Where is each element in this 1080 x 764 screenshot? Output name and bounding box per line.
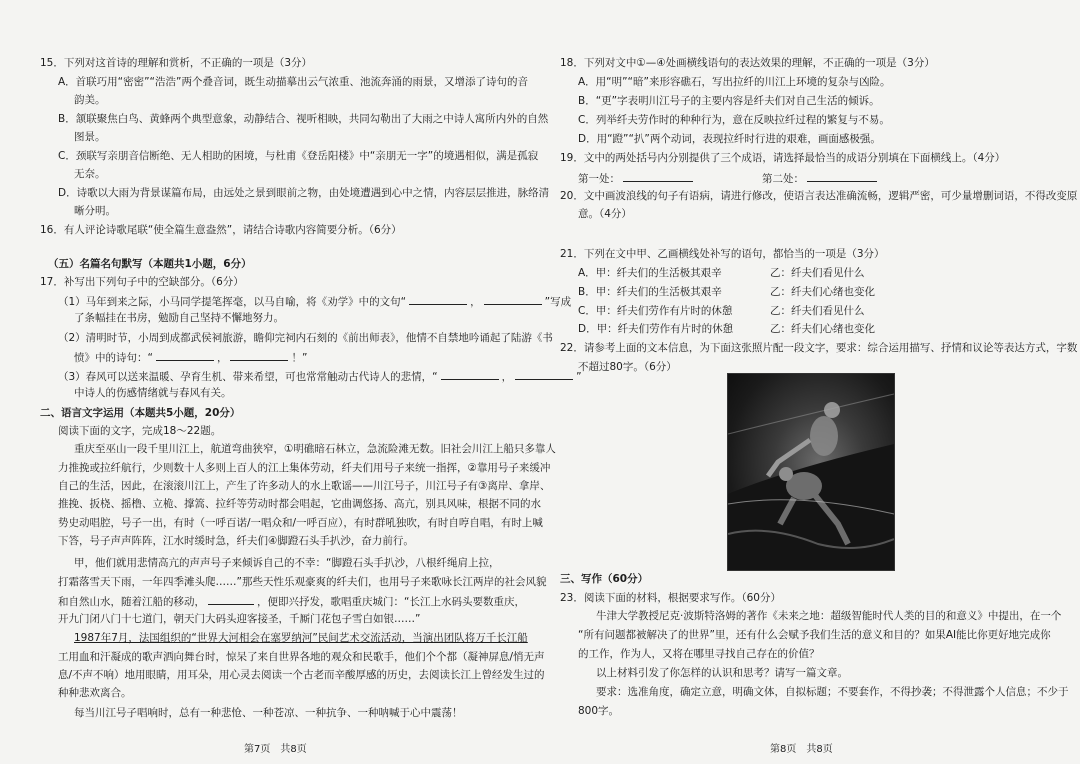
q15-option-a-cont: 韵美。 <box>74 94 106 106</box>
part-3-heading: 三、写作（60分） <box>560 573 649 585</box>
page-8 <box>540 0 1080 764</box>
q23-material: 的工作，作为人，又将在哪里寻找自己存在的价值？ <box>578 648 820 660</box>
q15-option-b: B．颔联聚焦白鸟、黄蜂两个典型意象，动静结合、视听相映，共同勾勒出了大雨之中诗人寓所内外的自然 <box>58 113 549 125</box>
passage-line: 息/不声不响）地用眼睛，用耳朵，用心灵去阅读一个古老而辛酸厚感的历史，去阅读长江上曾经发生过的 <box>58 669 545 681</box>
q20-cont: 意。（4分） <box>578 208 632 220</box>
q23-material: “所有问题都被解决了的世界”里，还有什么会赋予我们生活的意义和目的？如果AI能比你更好地完成你 <box>578 629 1051 641</box>
passage-line: 力推挽或拉纤航行，少则数十人多则上百人的江上集体劳动，纤夫们用号子来统一指挥，②靠用号子来缓冲 <box>58 462 551 474</box>
q17-stem: 17．补写出下列句子中的空缺部分。（6分） <box>40 276 244 288</box>
q15-stem: 15．下列对这首诗的理解和赏析，不正确的一项是（3分） <box>40 57 313 69</box>
q16: 16．有人评论诗歌尾联“使全篇生意盎然”，请结合诗歌内容简要分析。（6分） <box>40 224 402 236</box>
q15-option-c-cont: 无奈。 <box>74 168 106 180</box>
q18-option-d: D．用“蹬”“扒”两个动词，表现拉纤时行进的艰难，画面感极强。 <box>578 133 881 145</box>
q18-option-a: A．用“明”“暗”来形容礁石，写出拉纤的川江上环境的复杂与凶险。 <box>578 76 891 88</box>
passage-line: 势史动唱腔，号子一出，有时（一呼百诺/一唱众和/一呼百应），有时群吼独吹，有时自哼自唱，有时上喊 <box>58 517 543 529</box>
passage-line: 和自然山水，随着江船的移动， ，便即兴抒发，歌唱重庆城门：“长江上水码头要数重庆， <box>58 593 525 609</box>
q23-requirements-cont: 800字。 <box>578 705 620 717</box>
tracker-photo <box>727 373 895 571</box>
reading-intro: 阅读下面的文字，完成18～22题。 <box>58 425 222 437</box>
q15-option-a: A．首联巧用“密密”“浩浩”两个叠音词，既生动描摹出云气浓重、池流奔涌的雨景，又增添了诗句的音 <box>58 76 528 88</box>
q20: 20．文中画波浪线的句子有语病，请进行修改，使语言表达准确流畅，逻辑严密，可少量增删词语，不得改变原 <box>560 190 1078 202</box>
passage-line: 推挽、扳桡、摇橹、立桅、撑篙、拉纤等劳动时都会唱起，它曲调悠扬、高亢，别具风味，根据不同的水 <box>58 498 541 510</box>
q15-option-d-cont: 晰分明。 <box>74 205 116 217</box>
q21-stem: 21．下列在文中甲、乙画横线处补写的语句，都恰当的一项是（3分） <box>560 248 885 260</box>
q18-stem: 18．下列对文中①—④处画横线语句的表达效果的理解，不正确的一项是（3分） <box>560 57 935 69</box>
page-number: 第7页 共8页 <box>244 744 307 755</box>
passage-line: 甲，他们就用悲情高亢的声声号子来倾诉自己的不幸：“脚蹬石头手扒沙，八根纤绳肩上拉， <box>74 557 500 569</box>
q23-prompt: 以上材料引发了你怎样的认识和思考？请写一篇文章。 <box>596 667 848 679</box>
q21-d-jia: D．甲：纤夫们劳作有片时的休憩 <box>578 323 734 335</box>
q22: 22．请参考上面的文本信息，为下面这张照片配一段文字，要求：综合运用描写、抒情和议论等表达方式，字数 <box>560 342 1078 354</box>
q21-d-yi: 乙：纤夫们心绪也变化 <box>770 323 875 335</box>
passage-line: 1987年7月，法国组织的“世界大河相会在塞罗纳河”民间艺术交流活动，当演出团队将万千长江船 <box>74 632 528 644</box>
passage-line: 下答，号子声声阵阵，江水时缓时急，纤夫们④脚蹬石头手扒沙，奋力前行。 <box>58 535 414 547</box>
passage-line: 每当川江号子唱响时，总有一种悲怆、一种苍凉、一种抗争、一种呐喊于心中震荡！ <box>74 707 463 719</box>
q17-item-3-cont: 中诗人的伤感情绪就与春风有关。 <box>74 387 232 399</box>
passage-line: 开九门闭八门十七道门，朝天门大码头迎客接圣，千厮门花包子雪白如银……” <box>58 613 421 625</box>
q17-item-2-cont: 愤》中的诗句：“ ， ！” <box>74 349 307 365</box>
passage-line: 打霜落雪天下雨，一年四季滩头爬……”那些天性乐观豪爽的纤夫们，也用号子来歌咏长江两岸的社会风貌 <box>58 576 547 588</box>
q23-requirements: 要求：选准角度，确定立意，明确文体，自拟标题；不要套作，不得抄袭；不得泄露个人信息；不少于 <box>596 686 1069 698</box>
q19-stem: 19．文中的两处括号内分别提供了三个成语，请选择最恰当的成语分别填在下面横线上。（4分） <box>560 152 1006 164</box>
q15-option-d: D．诗歌以大雨为背景谋篇布局，由远处之景到眼前之物，由处境遭遇到心中之情，内容层层推进，脉络清 <box>58 187 550 199</box>
q21-a-jia: A．甲：纤夫们的生活极其艰辛 <box>578 267 722 279</box>
part-2-heading: 二、语言文字运用（本题共5小题，20分） <box>40 407 241 419</box>
q18-option-b: B．“更”字表明川江号子的主要内容是纤夫们对自己生活的倾诉。 <box>578 95 880 107</box>
section-5-heading: （五）名篇名句默写（本题共1小题，6分） <box>48 258 252 270</box>
trackers-illustration <box>728 374 894 570</box>
q15-option-c: C．颈联写亲朋音信断绝、无人相助的困境，与杜甫《登岳阳楼》中“亲朋无一字”的境遇相似，满是孤寂 <box>58 150 539 162</box>
q21-c-jia: C．甲：纤夫们劳作有片时的休憩 <box>578 305 733 317</box>
q19-answer-2: 第二处： <box>762 170 880 186</box>
q19-answer-1: 第一处： <box>578 170 696 186</box>
q23-material: 牛津大学教授尼克·波斯特洛姆的著作《未来之地：超级智能时代人类的目的和意义》中提出，在一个 <box>596 610 1062 622</box>
passage-line: 工用血和汗凝成的歌声洒向舞台时，惊呆了来自世界各地的观众和民歌手，他们个个都（凝神屏息/悄无声 <box>58 651 545 663</box>
q17-item-3: （3）春风可以送来温暖、孕育生机、带来希望，可也常常触动古代诗人的悲情，“ ， ” <box>58 368 582 384</box>
q17-item-1-cont: 了条幅挂在书房，勉励自己坚持不懈地努力。 <box>74 312 284 324</box>
q15-option-b-cont: 图景。 <box>74 131 106 143</box>
q22-cont: 不超过80字。（6分） <box>578 361 677 373</box>
q21-c-yi: 乙：纤夫们看见什么 <box>770 305 865 317</box>
q21-b-yi: 乙：纤夫们心绪也变化 <box>770 286 875 298</box>
passage-line: 重庆至巫山一段千里川江上，航道弯曲狭窄，①明礁暗石林立，急流险滩无数。旧社会川江上船只多靠人 <box>74 443 556 455</box>
passage-line: 种种悲欢离合。 <box>58 687 132 699</box>
page-number: 第8页 共8页 <box>770 744 833 755</box>
q17-item-2: （2）清明时节，小周到成都武侯祠旅游，瞻仰完祠内石刻的《前出师表》，他情不自禁地吟诵起了陆游《书 <box>58 332 553 344</box>
passage-line: 自己的生活，因此，在滚滚川江上，产生了许多动人的水上歌谣——川江号子，川江号子有③离岸、拿岸、 <box>58 480 551 492</box>
q23-stem: 23．阅读下面的材料，根据要求写作。（60分） <box>560 592 781 604</box>
q21-a-yi: 乙：纤夫们看见什么 <box>770 267 865 279</box>
q17-item-1: （1）马年到来之际，小马同学提笔挥毫，以马自喻，将《劝学》中的文句“ ， ”写成 <box>58 293 571 309</box>
q21-b-jia: B．甲：纤夫们的生活极其艰辛 <box>578 286 722 298</box>
q18-option-c: C．列举纤夫劳作时的种种行为，意在反映拉纤过程的繁复与不易。 <box>578 114 890 126</box>
